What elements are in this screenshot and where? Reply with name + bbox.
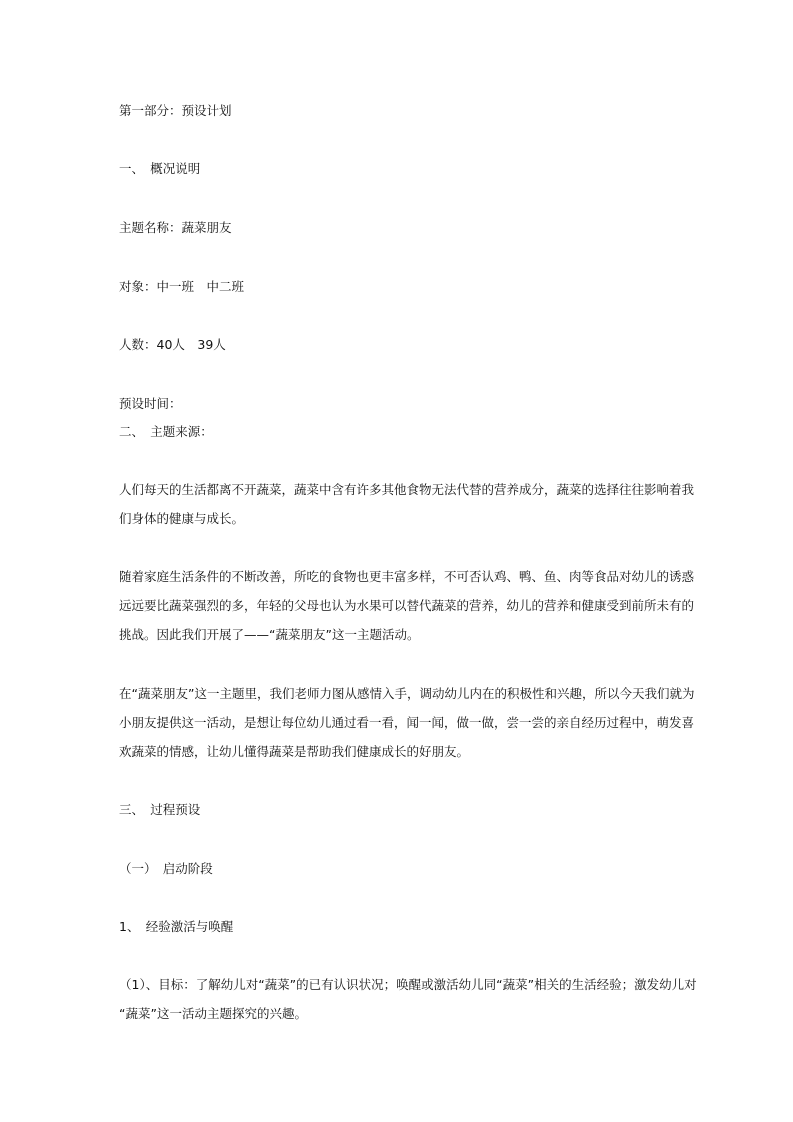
preset-time: 预设时间： <box>119 396 182 411</box>
paragraph-line: （1）、目标：了解幼儿对“蔬菜”的已有认识状况；唤醒或激活幼儿同“蔬菜”相关的生活经验；激发幼儿对 <box>119 977 697 992</box>
paragraph-line: 在“蔬菜朋友”这一主题里，我们老师力图从感情入手，调动幼儿内在的积极性和兴趣，所以今天我们就为 <box>119 686 695 701</box>
paragraph-line: 小朋友提供这一活动，是想让每位幼儿通过看一看，闻一闻，做一做，尝一尝的亲自经历过程中，萌发喜 <box>119 715 695 730</box>
item-1-heading: 1、 经验激活与唤醒 <box>119 919 234 934</box>
target-classes: 对象：中一班 中二班 <box>119 279 245 294</box>
paragraph-line: “蔬菜”这一活动主题探究的兴趣。 <box>119 1006 307 1021</box>
headcount: 人数：40人 39人 <box>119 337 226 352</box>
paragraph-line: 挑战。因此我们开展了——“蔬菜朋友”这一主题活动。 <box>119 627 420 642</box>
paragraph-topic-source-2 <box>119 562 695 649</box>
goal-paragraph <box>119 970 697 1028</box>
paragraph-line: 随着家庭生活条件的不断改善，所吃的食物也更丰富多样，不可否认鸡、鸭、鱼、肉等食品对幼儿的诱惑 <box>119 569 695 584</box>
paragraph-line: 们身体的健康与成长。 <box>119 511 245 526</box>
paragraph-line: 远远要比蔬菜强烈的多，年轻的父母也认为水果可以替代蔬菜的营养，幼儿的营养和健康受到前所未有的 <box>119 598 695 613</box>
paragraph-topic-source-3 <box>119 679 695 766</box>
section-2-heading: 二、 主题来源： <box>119 424 213 439</box>
paragraph-line: 欢蔬菜的情感，让幼儿懂得蔬菜是帮助我们健康成长的好朋友。 <box>119 744 470 759</box>
theme-name: 主题名称：蔬菜朋友 <box>119 220 232 235</box>
section-1-heading: 一、 概况说明 <box>119 161 201 176</box>
section-3-heading: 三、 过程预设 <box>119 802 201 817</box>
paragraph-line: 人们每天的生活都离不开蔬菜，蔬菜中含有许多其他食物无法代替的营养成分，蔬菜的选择往往影响着我 <box>119 482 695 497</box>
part-title: 第一部分：预设计划 <box>119 103 232 118</box>
paragraph-topic-source-1 <box>119 475 695 533</box>
stage-1-heading: （一） 启动阶段 <box>119 861 213 876</box>
